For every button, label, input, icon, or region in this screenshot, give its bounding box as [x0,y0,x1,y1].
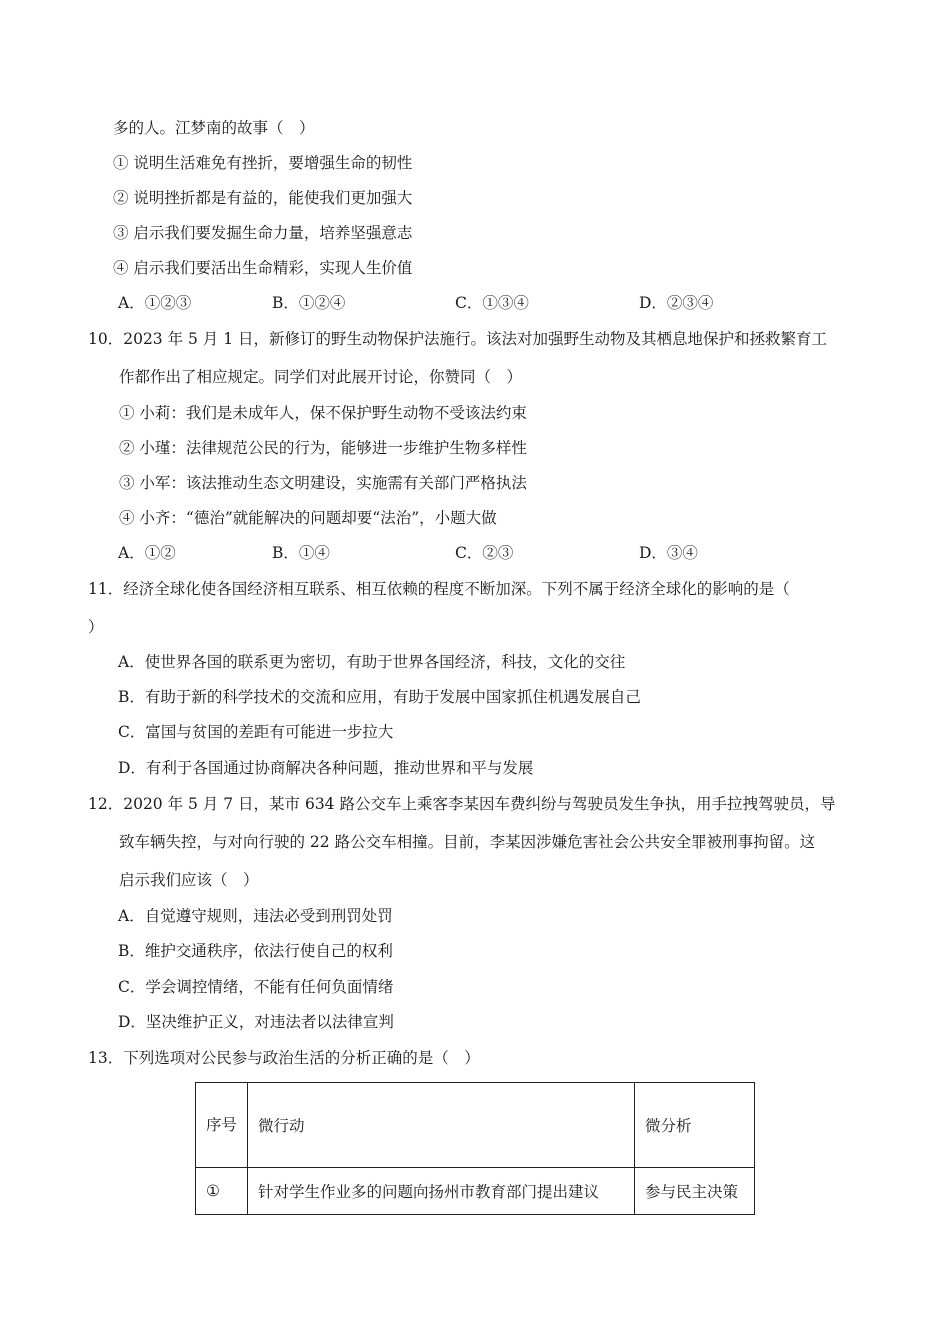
q10-statement-3: ③ 小军：该法推动生态文明建设，实施需有关部门严格执法 [119,474,527,492]
q12-option-c: C．学会调控情绪，不能有任何负面情绪 [118,978,394,996]
q13-stem: 13．下列选项对公民参与政治生活的分析正确的是（ ） [88,1049,480,1067]
q11-option-d: D．有利于各国通过协商解决各种问题，推动世界和平与发展 [118,759,534,777]
q12-option-a: A．自觉遵守规则，违法必受到刑罚处罚 [118,907,393,925]
q9-option-d: D．②③④ [639,294,714,312]
table-cell-number: ① [196,1168,248,1215]
q11-option-b: B．有助于新的科学技术的交流和应用，有助于发展中国家抓住机遇发展自己 [118,688,641,706]
q9-option-c: C．①③④ [455,294,529,312]
q10-statement-1: ① 小莉：我们是未成年人，保不保护野生动物不受该法约束 [119,404,527,422]
table-header-action: 微行动 [248,1083,635,1168]
q11-option-c: C．富国与贫国的差距有可能进一步拉大 [118,723,394,741]
q9-option-a: A．①②③ [118,294,192,312]
table-header-number: 序号 [196,1083,248,1168]
q10-statement-2: ② 小瑾：法律规范公民的行为，能够进一步维护生物多样性 [119,439,527,457]
q12-stem-line-3: 启示我们应该（ ） [119,871,259,889]
q12-option-d: D．坚决维护正义，对违法者以法律宣判 [118,1013,394,1031]
q10-option-a: A．①② [118,544,176,562]
q10-option-b: B．①④ [272,544,330,562]
q9-statement-4: ④ 启示我们要活出生命精彩，实现人生价值 [113,259,413,277]
table-cell-action: 针对学生作业多的问题向扬州市教育部门提出建议 [248,1168,635,1215]
q10-stem-line-1: 10．2023 年 5 月 1 日，新修订的野生动物保护法施行。该法对加强野生动物及其栖息地保护和拯救繁育工 [88,330,828,348]
q11-option-a: A．使世界各国的联系更为密切，有助于世界各国经济，科技，文化的交往 [118,653,626,671]
q10-statement-4: ④ 小齐：“德治”就能解决的问题却要“法治”，小题大做 [119,509,497,527]
q11-stem-line-2: ） [88,618,104,636]
q12-stem-line-2: 致车辆失控，与对向行驶的 22 路公交车相撞。目前，李某因涉嫌危害社会公共安全罪被刑事拘留。这 [119,833,816,851]
q10-stem-line-2: 作都作出了相应规定。同学们对此展开讨论，你赞同（ ） [119,368,523,386]
q11-stem-line-1: 11．经济全球化使各国经济相互联系、相互依赖的程度不断加深。下列不属于经济全球化的影响的是（ [88,580,790,598]
q12-option-b: B．维护交通秩序，依法行使自己的权利 [118,942,393,960]
q9-statement-3: ③ 启示我们要发掘生命力量，培养坚强意志 [113,224,413,242]
q12-stem-line-1: 12．2020 年 5 月 7 日，某市 634 路公交车上乘客李某因车费纠纷与驾驶员发生争执，用手拉拽驾驶员，导 [88,795,836,813]
table-header-row [196,1083,755,1168]
q9-stem-tail: 多的人。江梦南的故事（ ） [113,119,315,137]
table-cell-analysis: 参与民主决策 [635,1168,755,1215]
table-header-analysis: 微分析 [635,1083,755,1168]
table-row [196,1168,755,1215]
q9-statement-1: ① 说明生活难免有挫折，要增强生命的韧性 [113,154,413,172]
q9-statement-2: ② 说明挫折都是有益的，能使我们更加强大 [113,189,413,207]
q9-option-b: B．①②④ [272,294,346,312]
q13-table [195,1082,755,1215]
q10-option-d: D．③④ [639,544,698,562]
q10-option-c: C．②③ [455,544,514,562]
